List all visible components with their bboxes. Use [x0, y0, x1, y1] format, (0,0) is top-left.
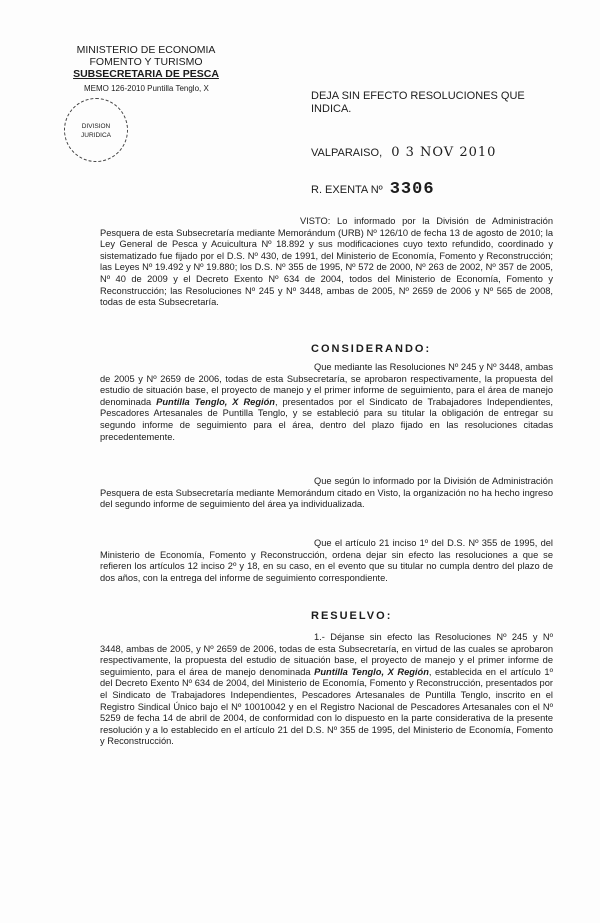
- considerando-heading: CONSIDERANDO:: [311, 343, 432, 355]
- area-name: Puntilla Tenglo, X Región: [314, 666, 429, 677]
- visto-paragraph: VISTO: Lo informado por la División de Administración Pesquera de esta Subsecretaría mediante Memorándum (URB) Nº 126/10 de fecha 13 de agosto de 2010; la Ley General de Pesca y Acuicultura Nº 18.892 y sus modificaciones cuyo texto refundido, coordinado y sistematizado fue fijado por el D.S. Nº 430, de 1991, del Ministerio de Economía, Fomento y Reconstrucción; las Leyes Nº 19.492 y Nº 19.880; los D.S. Nº 355 de 1995, Nº 572 de 2000, Nº 263 de 2002, Nº 357 de 2005, Nº 40 de 2009 y el Decreto Exento Nº 634 de 2004, todos del Ministerio de Economía, Fomento y Reconstrucción; las Resoluciones Nº 245 y Nº 3448, ambas de 2005, Nº 2659 de 2006 y Nº 565 de 2008, todas de esta Subsecretaría.: [100, 216, 553, 308]
- exenta-number: 3306: [389, 180, 435, 199]
- letterhead-ministry: MINISTERIO DE ECONOMIA: [76, 44, 216, 56]
- document-date: [311, 145, 496, 160]
- letterhead-subsecretaria: SUBSECRETARIA DE PESCA: [73, 68, 219, 80]
- letterhead-ministry-sub: FOMENTO Y TURISMO: [89, 56, 203, 68]
- resuelvo-heading: RESUELVO:: [311, 610, 393, 622]
- considerando-1: Que mediante las Resoluciones Nº 245 y Nº 3448, ambas de 2005 y Nº 2659 de 2006, todas de esta Subsecretaría, se aprobaron respectivamente, la propuesta del estudio de situación base, el proyecto de manejo y el primer informe de seguimiento, para el área de manejo denominada Puntilla Tenglo, X Región, presentados por el Sindicato de Trabajadores Independientes, Pescadores Artesanales de Puntilla Tenglo, y se estableció para su titular la obligación de entregar su segundo informe de seguimiento para el área, dentro del plazo fijado en las resoluciones citadas precedentemente.: [100, 362, 553, 442]
- stamp-text-1: DIVISION: [81, 123, 111, 130]
- exenta-label: R. EXENTA Nº: [311, 184, 383, 196]
- considerando-3: Que el artículo 21 inciso 1º del D.S. Nº 355 de 1995, del Ministerio de Economía, Fomento y Reconstrucción, ordena dejar sin efecto las resoluciones a que se refieren los artículos 12 inciso 2º y 18, en su caso, en el evento que su titular no cumpla dentro del plazo de dos años, con la entrega del informe de seguimiento correspondiente.: [100, 538, 553, 583]
- considerando-2: Que según lo informado por la División de Administración Pesquera de esta Subsecretaría mediante Memorándum citado en Visto, la organización no ha hecho ingreso del segundo informe de seguimiento del área ya individualizada.: [100, 476, 553, 510]
- juridica-stamp: [64, 98, 128, 162]
- resolution-number: [311, 180, 435, 199]
- area-name: Puntilla Tenglo, X Región: [156, 396, 275, 407]
- date-value: 0 3 NOV 2010: [391, 145, 497, 160]
- stamp-text-2: JURIDICA: [81, 132, 111, 139]
- memo-reference: MEMO 126-2010 Puntilla Tenglo, X: [84, 84, 209, 93]
- date-label: VALPARAISO,: [311, 147, 383, 159]
- letterhead: [58, 44, 234, 80]
- resuelvo-1: 1.- Déjanse sin efecto las Resoluciones Nº 245 y Nº 3448, ambas de 2005, y Nº 2659 de 2006, todas de esta Subsecretaría, en virtud de las cuales se aprobaron respectivamente, la propuesta del estudio de situación base, el proyecto de manejo y el primer informe de seguimiento, para el área de manejo denominada Puntilla Tenglo, X Región, establecida en el artículo 1º del Decreto Exento Nº 634 de 2004, del Ministerio de Economía, Fomento y Reconstrucción, presentados por el Sindicato de Trabajadores Independientes, Pescadores Artesanales de Puntilla Tenglo, inscrito en el Registro Sindical Único bajo el Nº 10010042 y en el Registro Nacional de Pescadores Artesanales con el Nº 5259 de fecha 14 de abril de 2004, de conformidad con lo dispuesto en la parte considerativa de la presente resolución y a lo establecido en el artículo 21 del D.S. Nº 355 de 1995, del Ministerio de Economía, Fomento y Reconstrucción.: [100, 632, 553, 747]
- document-subject: DEJA SIN EFECTO RESOLUCIONES QUE INDICA.: [311, 90, 525, 115]
